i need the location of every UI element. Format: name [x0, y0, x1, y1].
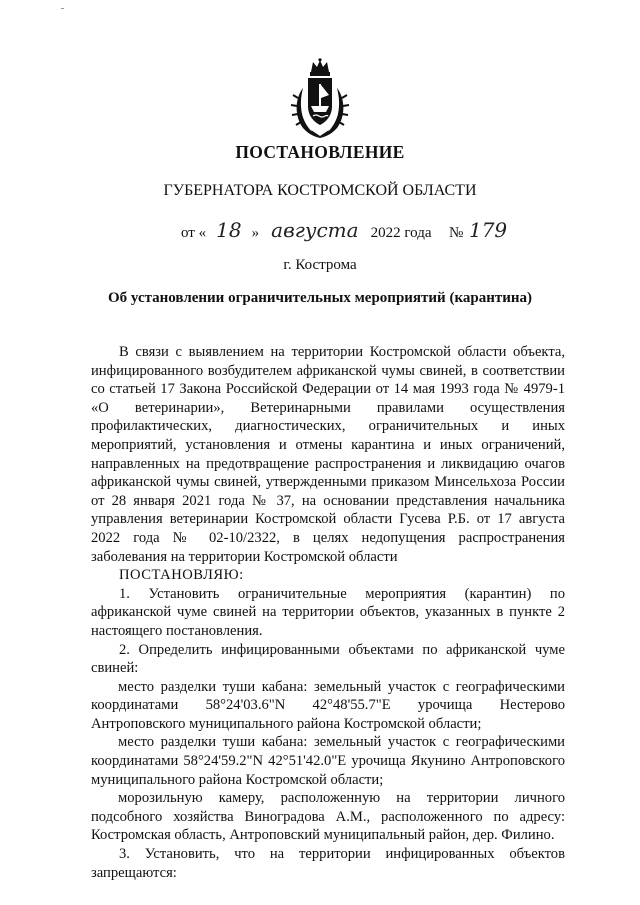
preamble-paragraph: В связи с выявлением на территории Костромской области объекта, инфицированного возбудителем африканской чумы свиней, в соответствии со статьей 17 Закона Российской Федерации от 14 мая 1993 года № 4979-1 «О ветеринарии», Ветеринарными правилами осуществления профилактических, диагностических, ограничительных и иных мероприятий, установления и отмены карантина и иных ограничений, направленных на предотвращение распространения и ликвидацию очагов африканской чумы свиней, утвержденными приказом Минсельхоза России от 28 января 2021 года № 37, на основании представления начальника управления ветеринарии Костромской области Гусева Р.Б. от 17 августа 2022 года № 02-10/2322, в целях недопущения распространения заболевания на территории Костромской области [91, 344, 565, 565]
date-mid: » [251, 225, 260, 241]
item-1-paragraph: 1. Установить ограничительные мероприятия (карантин) по африканской чуме свиней на территории объектов, указанных в пункте 2 настоящего постановления. [91, 585, 565, 639]
document-title: ПОСТАНОВЛЕНИЕ [235, 142, 405, 162]
decree-word: ПОСТАНОВЛЯЮ: [119, 567, 244, 584]
place-3-paragraph: морозильную камеру, расположенную на территории личного подсобного хозяйства Виноградова А.М., расположенного по адресу: Костромская область, Антроповский муниципальный район, дер. Филино. [91, 790, 565, 844]
place-2-paragraph: место разделки туши кабана: земельный участок с географическими координатами 58°24'59.2"N 42°51'42.0"E урочища Якунино Антроповского муниципального района Костромской области; [91, 734, 565, 788]
item-3-paragraph: 3. Установить, что на территории инфицированных объектов запрещаются: [91, 846, 565, 881]
item-2-paragraph: 2. Определить инфицированными объектами по африканской чуме свиней: [91, 641, 565, 677]
handwritten-number: 179 [468, 218, 508, 242]
date-prefix: от « [181, 225, 207, 241]
document-subtitle: ГУБЕРНАТОРА КОСТРОМСКОЙ ОБЛАСТИ [163, 182, 477, 199]
city-line: г. Кострома [283, 257, 357, 273]
date-line [181, 218, 509, 242]
document-body [91, 343, 565, 882]
place-1-paragraph: место разделки туши кабана: земельный участок с географическими координатами 58°24'03.6"N 42°48'55.7"E урочища Нестерово Антроповского муниципального района Костромской области; [91, 678, 565, 732]
document-heading: Об установлении ограничительных мероприятий (карантина) [107, 290, 532, 306]
handwritten-day: 18 [216, 218, 242, 242]
scan-mark [61, 8, 64, 9]
handwritten-month: августа [271, 218, 359, 242]
date-year: 2022 года [370, 225, 432, 241]
coat-of-arms-emblem [289, 58, 351, 140]
number-sign: № [449, 225, 464, 241]
